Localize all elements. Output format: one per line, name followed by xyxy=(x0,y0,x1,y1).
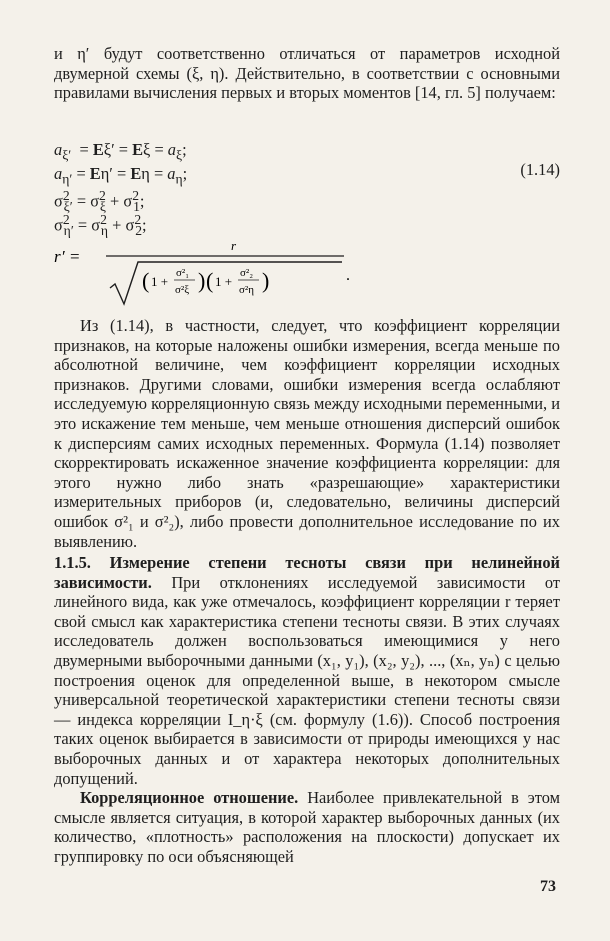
paragraph-correlation-ratio xyxy=(54,788,560,866)
svg-text:(: ( xyxy=(206,268,214,293)
svg-text:σ²₂: σ²₂ xyxy=(240,267,254,279)
equation-number: (1.14) xyxy=(520,160,560,179)
formula-block-1-14 xyxy=(54,140,560,310)
lead-paragraph: и η′ будут соответственно отличаться от параметров исходной двумерной схемы (ξ, η). Действительно, в соответствии с основными правилами вычисления первых и вторых моментов [14, гл. 5] получаем: xyxy=(54,44,560,103)
svg-text:σ²₁: σ²₁ xyxy=(176,267,190,279)
svg-text:1 +: 1 + xyxy=(215,274,233,289)
formula-line-3: $\sigma^2_{\xi'} = \sigma^2_\xi + \sigma^2_1$; xyxy=(54,188,145,214)
section-1-1-5 xyxy=(54,553,560,788)
page-number: 73 xyxy=(540,878,556,895)
svg-text:r: r xyxy=(54,247,61,266)
svg-text:σ²ξ: σ²ξ xyxy=(175,284,190,296)
svg-text:′ =: ′ = xyxy=(62,247,80,266)
svg-text:): ) xyxy=(198,268,206,293)
subheading: Корреляционное отношение. xyxy=(80,788,299,807)
paragraph-measurement-errors: Из (1.14), в частности, следует, что коэффициент корреляции признаков, на которые наложены ошибки измерения, всегда меньше по абсолютной величине, чем коэффициент корреляции исходных признаков. Другими словами, ошибки измерения всегда ослабляют исследуемую корреляционную связь между исходными переменными, и это искажение тем меньше, чем меньше отношения дисперсий ошибок к дисперсиям самих исходных переменных. Формула (1.14) позволяет скорректировать искаженное значение коэффициента корреляции: для этого нужно либо знать «разрешающие» характеристики измерительных приборов (и, следовательно, величины дисперсий ошибок σ²₁ и σ²₂), либо провести дополнительное исследование по их выявлению. xyxy=(54,316,560,551)
subheading-text: Наиболее привлекательной в этом смысле является ситуация, в которой характер выборочных данных (их количество, «плотность» расположения на плоскости) допускает их группировку по оси объясняющей xyxy=(54,788,560,866)
section-text: При отклонениях исследуемой зависимости от линейного вида, как уже отмечалось, коэффициент корреляции r теряет свой смысл как характеристика степени тесноты связи. В этих случаях исследователь должен воспользоваться имеющимися у него двумерными выборочными данными (x₁, y₁), (x₂, y₂), ..., (xₙ, yₙ) с целью построения оценок для определенной выше, в некотором смысле универсальной теоретической характеристики степени тесноты связи — индекса корреляции I_η·ξ (см. формулу (1.6)). Способ построения таких оценок выбирается в зависимости от природы имеющихся у нас выборочных данных и от характера некоторых дополнительных допущений. xyxy=(54,572,560,788)
section-heading: 1.1.5. Измерение степени тесноты связи при нелинейной зависимости. xyxy=(54,553,560,592)
svg-text:): ) xyxy=(262,268,270,293)
svg-text:(: ( xyxy=(142,268,150,293)
svg-text:1 +: 1 + xyxy=(151,274,169,289)
svg-text:.: . xyxy=(346,267,350,284)
formula-line-1: $a_{\xi'} = E\xi' = E\xi = a_\xi$; xyxy=(54,140,187,163)
svg-text:r: r xyxy=(231,240,237,253)
formula-line-4: $\sigma^2_{\eta'} = \sigma^2_\eta + \sigma^2_2$; xyxy=(54,212,147,238)
correlation-fraction-formula xyxy=(54,240,354,308)
svg-text:σ²η: σ²η xyxy=(239,284,254,296)
formula-line-2: $a_{\eta'} = E\eta' = E\eta = a_\eta$; xyxy=(54,164,188,187)
